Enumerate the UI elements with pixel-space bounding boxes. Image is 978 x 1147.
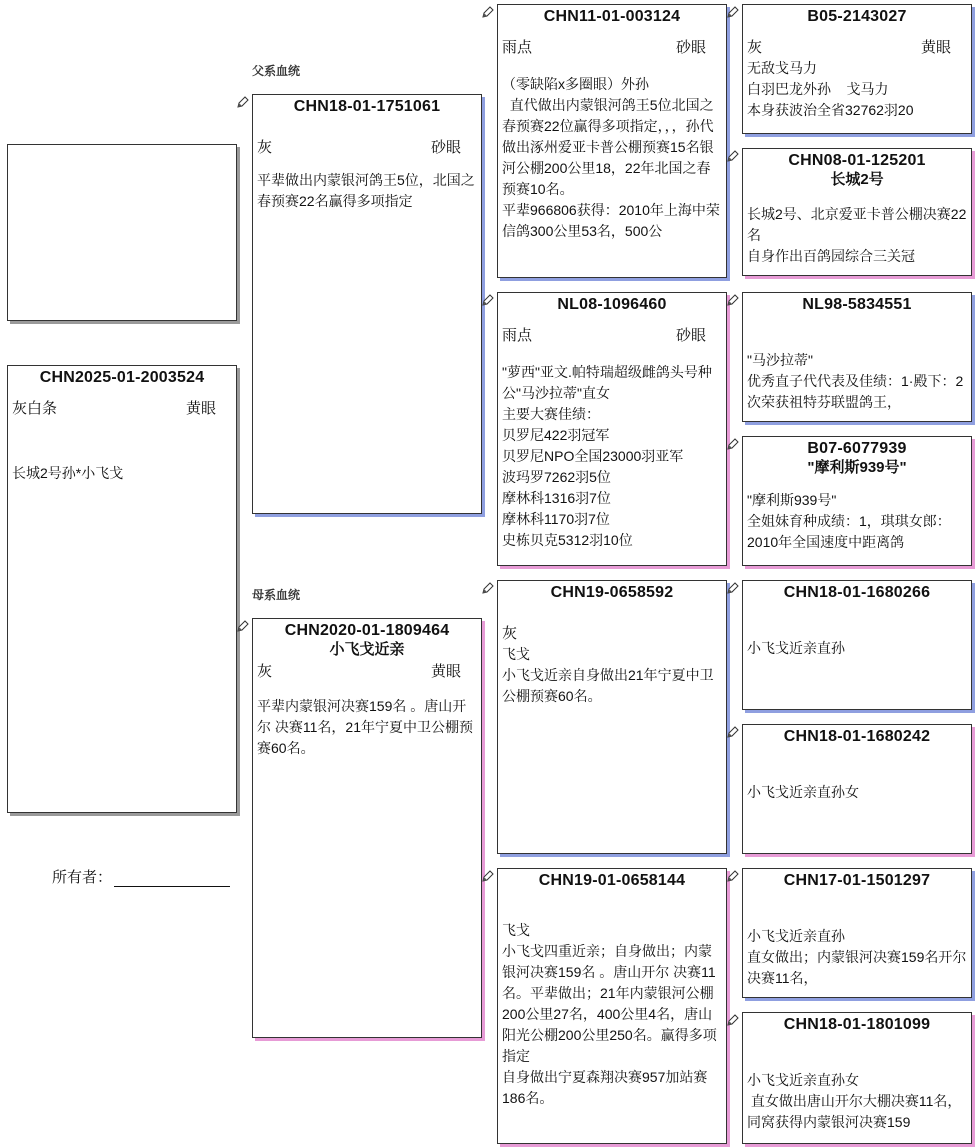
notes xyxy=(253,696,481,759)
notes xyxy=(498,362,726,551)
note-line: 小飞戈近亲自身做出21年宁夏中卫公棚预赛60名。 xyxy=(502,667,714,704)
note-line: 平辈966806获得：2010年上海中荣信鸽300公里53名，500公 xyxy=(502,202,720,239)
pencil-icon[interactable] xyxy=(726,437,740,451)
note-line: 全姐妹育种成绩：1，琪琪女郎：2010年全国速度中距离鸽 xyxy=(747,513,951,550)
subject-card[interactable] xyxy=(7,365,237,813)
notes xyxy=(743,782,971,803)
notes xyxy=(743,58,971,121)
color-text: 灰白条 xyxy=(12,400,58,417)
ring-number: CHN18-01-1680266 xyxy=(783,584,931,601)
pencil-icon[interactable] xyxy=(236,95,250,109)
dam-dam-sire-card[interactable] xyxy=(742,868,972,998)
notes xyxy=(498,74,726,242)
ring-number: CHN18-01-1751061 xyxy=(293,98,441,115)
photo-box[interactable] xyxy=(7,144,237,321)
note-line: 白羽巴龙外孙 戈马力 xyxy=(747,81,889,97)
pigeon-name: 小飞戈近亲 xyxy=(329,641,405,658)
note-line: 无敌戈马力 xyxy=(747,60,817,76)
pencil-icon[interactable] xyxy=(481,5,495,19)
sire-sire-card[interactable] xyxy=(497,4,727,278)
note-line: 小飞戈近亲直孙 xyxy=(747,640,845,656)
color-text: 雨点 xyxy=(502,39,533,56)
note-line: 摩林科1170羽7位 xyxy=(502,511,610,527)
ring-number: CHN2020-01-1809464 xyxy=(284,622,450,639)
pigeon-name: "摩利斯939号" xyxy=(807,459,907,476)
note-line: 波玛罗7262羽5位 xyxy=(502,469,611,485)
note-line: 飞戈 xyxy=(502,646,530,662)
notes xyxy=(743,350,971,413)
dam-sire-dam-card[interactable] xyxy=(742,724,972,854)
note-line: 平辈内蒙银河决赛159名 。唐山开尔 决赛11名，21年宁夏中卫公棚预赛60名。 xyxy=(257,698,473,756)
notes xyxy=(743,1070,971,1133)
dam-dam-dam-card[interactable] xyxy=(742,1012,972,1144)
sire-line-label: 父系血统 xyxy=(252,64,301,78)
note-line: （零缺陷x多圈眼）外孙 xyxy=(502,76,649,92)
notes xyxy=(743,204,971,267)
pencil-icon[interactable] xyxy=(481,293,495,307)
ring-number: CHN18-01-1801099 xyxy=(783,1016,931,1033)
note-line: 长城2号孙*小飞戈 xyxy=(12,465,124,481)
note-line: 直女做出；内蒙银河决赛159名开尔决赛11名， xyxy=(747,949,967,986)
pencil-icon[interactable] xyxy=(481,581,495,595)
ring-number: CHN2025-01-2003524 xyxy=(39,369,205,386)
pencil-icon[interactable] xyxy=(726,293,740,307)
note-line: 小飞戈四重近亲；自身做出；内蒙银河决赛159名 。唐山开尔 决赛11名。平辈做出；21年内蒙银河公棚200公里27名，400公里4名，唐山阳光公棚200公里250名。赢得多项指定 xyxy=(502,943,717,1064)
pigeon-name: 长城2号 xyxy=(830,171,884,188)
notes xyxy=(743,638,971,659)
note-line: 直女做出唐山开尔大棚决赛11名，同窝获得内蒙银河决赛159 xyxy=(747,1093,962,1130)
color-text: 灰 xyxy=(502,625,518,642)
notes xyxy=(253,170,481,212)
note-line: 贝罗尼422羽冠军 xyxy=(502,427,610,443)
pencil-icon[interactable] xyxy=(726,869,740,883)
pencil-icon[interactable] xyxy=(236,619,250,633)
pencil-icon[interactable] xyxy=(726,581,740,595)
note-line: 长城2号、北京爱亚卡普公棚决赛22名 xyxy=(747,206,967,243)
pencil-icon[interactable] xyxy=(726,725,740,739)
note-line: 小飞戈近亲直孙女 xyxy=(747,1072,859,1088)
note-line: 本身获波治全省32762羽20 xyxy=(747,102,914,118)
ring-number: NL08-1096460 xyxy=(557,296,667,313)
eye-text: 砂眼 xyxy=(430,139,461,156)
notes xyxy=(743,490,971,553)
pencil-icon[interactable] xyxy=(726,5,740,19)
note-line: "萝西"亚文.帕特瑞超级雌鸽头号种公"马沙拉蒂"直女 xyxy=(502,364,712,401)
ring-number: CHN19-0658592 xyxy=(550,584,674,601)
owner-row xyxy=(52,866,230,887)
ring-number: CHN18-01-1680242 xyxy=(783,728,931,745)
notes xyxy=(498,920,726,1109)
owner-input[interactable] xyxy=(114,872,230,887)
eye-text: 黄眼 xyxy=(920,39,951,56)
pencil-icon[interactable] xyxy=(726,1013,740,1027)
dam-line-label: 母系血统 xyxy=(252,588,301,602)
notes xyxy=(743,926,971,989)
ring-number: NL98-5834551 xyxy=(802,296,912,313)
ring-number: CHN08-01-125201 xyxy=(788,152,926,169)
dam-sire-card[interactable] xyxy=(497,580,727,854)
sire-card[interactable] xyxy=(252,94,482,514)
eye-text: 砂眼 xyxy=(675,327,706,344)
note-line: 飞戈 xyxy=(502,922,530,938)
color-text: 灰 xyxy=(747,39,763,56)
note-line: 史栋贝克5312羽10位 xyxy=(502,532,633,548)
pencil-icon[interactable] xyxy=(481,869,495,883)
note-line: "摩利斯939号" xyxy=(747,492,837,508)
note-line: "马沙拉蒂" xyxy=(747,352,813,368)
sire-sire-sire-card[interactable] xyxy=(742,4,972,134)
note-line: 自身做出宁夏森翔决赛957加站赛186名。 xyxy=(502,1069,708,1106)
color-text: 灰 xyxy=(257,139,273,156)
note-line: 直代做出内蒙银河鸽王5位北国之春预赛22位赢得多项指定，，，孙代做出涿州爱亚卡普公棚预赛15名银河公棚200公里18，22年北国之春预赛10名。 xyxy=(502,97,714,197)
dam-card[interactable] xyxy=(252,618,482,1038)
eye-text: 黄眼 xyxy=(185,400,216,417)
ring-number: B07-6077939 xyxy=(807,440,907,457)
dam-dam-card[interactable] xyxy=(497,868,727,1144)
note-line: 主要大赛佳绩： xyxy=(502,406,600,422)
eye-text: 砂眼 xyxy=(675,39,706,56)
note-line: 平辈做出内蒙银河鸽王5位，北国之春预赛22名赢得多项指定 xyxy=(257,172,475,209)
sire-dam-dam-card[interactable] xyxy=(742,436,972,566)
sire-dam-card[interactable] xyxy=(497,292,727,566)
note-line: 优秀直子代代表及佳绩：1·殿下：2次荣获祖特芬联盟鸽王， xyxy=(747,373,964,410)
sire-dam-sire-card[interactable] xyxy=(742,292,972,422)
pencil-icon[interactable] xyxy=(726,149,740,163)
note-line: 小飞戈近亲直孙 xyxy=(747,928,845,944)
ring-number: CHN19-01-0658144 xyxy=(538,872,686,889)
ring-number: CHN17-01-1501297 xyxy=(783,872,931,889)
note-line: 自身作出百鸽园综合三关冠 xyxy=(747,248,915,264)
note-line: 摩林科1316羽7位 xyxy=(502,490,611,506)
sire-sire-dam-card[interactable] xyxy=(742,148,972,276)
color-text: 雨点 xyxy=(502,327,533,344)
dam-sire-sire-card[interactable] xyxy=(742,580,972,710)
notes xyxy=(8,463,236,484)
color-text: 灰 xyxy=(257,663,273,680)
ring-number: B05-2143027 xyxy=(807,8,907,25)
owner-label: 所有者： xyxy=(52,869,113,886)
note-line: 贝罗尼NPO全国23000羽亚军 xyxy=(502,448,684,464)
notes xyxy=(498,644,726,707)
ring-number: CHN11-01-003124 xyxy=(543,8,681,25)
note-line: 小飞戈近亲直孙女 xyxy=(747,784,859,800)
eye-text: 黄眼 xyxy=(430,663,461,680)
